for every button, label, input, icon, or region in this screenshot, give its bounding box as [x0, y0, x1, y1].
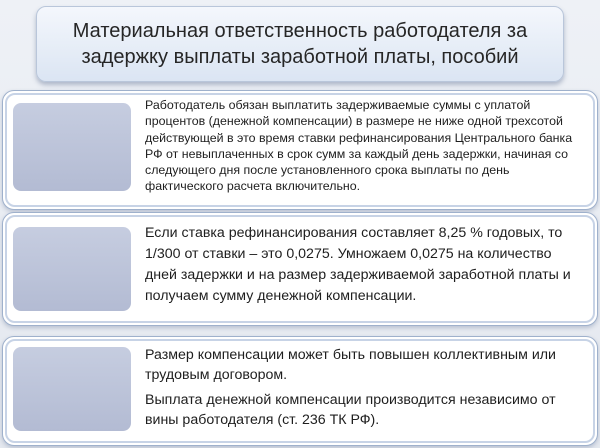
title-line-1: Материальная ответственность работодателя за: [72, 20, 528, 42]
slide-title: [61, 18, 539, 70]
info-card-1: [2, 90, 598, 210]
card-text: [145, 223, 583, 307]
card-paragraph: Выплата денежной компенсации производится независимо от вины работодателя (ст. 236 ТК РФ).: [145, 392, 556, 428]
card-paragraph: Работодатель обязан выплатить задерживаемые суммы с уплатой процентов (денежной компенсации) в размере не ниже одной трехсотой действующей в это время ставки рефинансирования Центрального банка РФ от невыплаченных в срок сумм за каждый день задержки, начиная со следующего дня после установленного срока выплаты по день фактического расчета включительно.: [145, 98, 573, 194]
card-image-placeholder: [13, 103, 131, 191]
card-paragraph: Размер компенсации может быть повышен коллективным или трудовым договором.: [145, 347, 556, 383]
card-image-placeholder: [13, 347, 131, 431]
card-text: [145, 345, 583, 430]
card-text: [145, 97, 583, 195]
info-card-2: [2, 212, 598, 326]
card-paragraph: Если ставка рефинансирования составляет 8,25 % годовых, то 1/300 от ставки – это 0,0275. Умножаем 0,0275 на количество дней задержки и на размер задерживаемой заработной платы и получаем сумму денежной компенсации.: [145, 225, 571, 304]
card-image-placeholder: [13, 227, 131, 311]
info-card-3: [2, 336, 598, 446]
title-banner: [36, 6, 564, 82]
title-line-2: задержку выплаты заработной платы, пособий: [81, 46, 519, 68]
